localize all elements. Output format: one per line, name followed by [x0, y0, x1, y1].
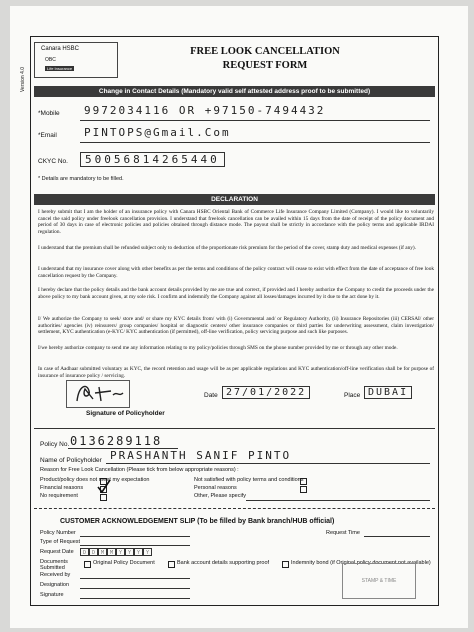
email-value[interactable]: PINTOPS@Gmail.Com — [84, 126, 231, 139]
slip-policy-number-field[interactable] — [80, 536, 190, 537]
doc-label-policy: Original Policy Document — [93, 560, 155, 566]
form-title-line2: REQUEST FORM — [222, 60, 308, 71]
reason-heading: Reason for Free Look Cancellation (Please tick from below appropriate reasons) : — [40, 467, 239, 473]
form-title-line1: FREE LOOK CANCELLATION — [190, 46, 340, 57]
logo-tag: Life Insurance — [47, 66, 73, 71]
other-reason-field[interactable] — [246, 500, 430, 501]
date-box-y1[interactable]: Y — [116, 548, 125, 556]
declaration-para-7: In case of Aadhaar submitted voluntary as KYC, the record retention and usage will be as per applicable regulations and KYC authentication/off-line verification shall be for purpose of insurance of insurance policy / servicing. — [38, 366, 434, 379]
mobile-value[interactable]: 9972034116 OR +97150-7494432 — [84, 104, 326, 117]
checkmark-icon — [96, 478, 112, 494]
slip-type-field[interactable] — [80, 545, 190, 546]
place-value[interactable]: DUBAI — [364, 386, 412, 399]
mobile-label: *Mobile — [38, 110, 60, 117]
company-logo — [34, 42, 118, 78]
declaration-para-5: I/ We authorize the Company to seek/ store and/ or share my KYC details from/ with (i) Governmental and/ or Regulatory Authority, (ii) Insurance Repositories (iii) CERSAI/ other authorities/ agencies (iv) reinsurers/ group companies/ hospital or diagnostic centers/ other insurance companies or third parties for underwriting assessment, claim investigation/ settlement, KYC authentication (e-KYC/ KYC authentication (if permitted), off-line verification, policy servicing purpose and such like purposes. — [38, 316, 434, 336]
signature-label: Signature of Policyholder — [86, 410, 165, 417]
reason-checkbox-terms[interactable] — [300, 478, 307, 485]
place-label: Place — [344, 392, 361, 399]
slip-policy-number-label: Policy Number — [40, 530, 76, 536]
declaration-para-6: I/we hereby authorize company to send me any information relating to my policy/policies through SMS on the phone number provided by me or through any other mode. — [38, 345, 398, 351]
doc-checkbox-indemnity[interactable] — [282, 561, 289, 568]
section-divider — [34, 428, 435, 429]
declaration-para-1: I hereby submit that I am the holder of an insurance policy with Canara HSBC Oriental Bank of Commerce Life Insurance Company Limited (Company). I would like to voluntarily cancel the said policy under freelook cancellation provision. I understand that freelook cancellation can be availed within 15 days from the date of receipt of the policy document and period of 30 days in case of electronic policies and policies obtained through distance mode. The payout shall be strictly in accordance with the policy terms and applicable IRDAI regulation. — [38, 209, 434, 236]
declaration-para-2: I understand that the premium shall be refunded subject only to deduction of the proportionate risk premium for the period of the cover, stamp duty and medical expenses (if any). — [38, 245, 416, 251]
slip-designation-label: Designation — [40, 582, 70, 588]
slip-type-label: Type of Request — [40, 539, 81, 545]
slip-header: CUSTOMER ACKNOWLEDGEMENT SLIP (To be filled by Bank branch/HUB official) — [60, 518, 335, 525]
logo-brand: Canara HSBC — [41, 46, 80, 52]
reason-label-no-requirement: No requirement — [40, 493, 78, 499]
reason-checkbox-personal[interactable] — [300, 486, 307, 493]
slip-request-date-label: Request Date — [40, 549, 74, 555]
slip-signature-field[interactable] — [80, 598, 190, 599]
slip-date-boxes[interactable] — [80, 548, 152, 556]
slip-request-time-label: Request Time — [326, 530, 360, 536]
doc-label-bank: Bank account details supporting proof — [177, 560, 270, 566]
reason-label-personal: Personal reasons — [194, 485, 237, 491]
reason-label-terms: Not satisfied with policy terms and conditions — [194, 477, 304, 483]
email-label: *Email — [38, 132, 57, 139]
declaration-header: DECLARATION — [34, 194, 435, 205]
declaration-para-4: I hereby declare that the policy details and the bank account details provided by me are true and correct, if provided and I hereby authorize the Company to credit the proceeds under the above policy to my bank account given, at my sole risk. I confirm and indemnify the Company against all losses/damages incurred by it due to the act done by it. — [38, 287, 434, 300]
date-box-y2[interactable]: Y — [125, 548, 134, 556]
signature-box[interactable] — [66, 380, 130, 408]
slip-signature-label: Signature — [40, 592, 64, 598]
date-box-d2[interactable]: D — [89, 548, 98, 556]
slip-received-field[interactable] — [80, 578, 190, 579]
date-box-m1[interactable]: M — [98, 548, 107, 556]
name-value[interactable]: PRASHANTH SANIF PINTO — [110, 449, 292, 462]
mobile-underline — [80, 120, 430, 121]
date-value[interactable]: 27/01/2022 — [222, 386, 310, 399]
reason-checkbox-no-requirement[interactable] — [100, 494, 107, 501]
doc-checkbox-bank[interactable] — [168, 561, 175, 568]
name-underline — [106, 463, 430, 464]
date-label: Date — [204, 392, 218, 399]
slip-designation-field[interactable] — [80, 588, 190, 589]
declaration-para-3: I understand that my insurance cover along with other benefits as per the terms and conditions of the policy contract will cease to exist with effect from the date of acceptance of free look cancellation request by the Company. — [38, 266, 434, 279]
version-label: Version 4.0 — [20, 66, 26, 92]
logo-sub: OBC — [45, 57, 56, 63]
reason-label-expectation: Product/policy does not meet my expectation — [40, 477, 150, 483]
email-underline — [80, 142, 430, 143]
date-box-m2[interactable]: M — [107, 548, 116, 556]
date-box-d1[interactable]: D — [80, 548, 89, 556]
cut-line — [34, 508, 435, 509]
name-label: Name of Policyholder — [40, 457, 102, 464]
contact-section-header: Change in Contact Details (Mandatory valid self attested address proof to be submitted) — [34, 86, 435, 97]
date-box-y4[interactable]: Y — [143, 548, 152, 556]
slip-request-time-field[interactable] — [364, 536, 430, 537]
doc-checkbox-policy[interactable] — [84, 561, 91, 568]
mandatory-note: * Details are mandatory to be filled. — [38, 176, 124, 182]
stamp-box: STAMP & TIME — [342, 563, 416, 599]
signature-scribble — [67, 381, 129, 407]
reason-label-other: Other, Please specify — [194, 493, 246, 499]
ckyc-label: CKYC No. — [38, 158, 68, 165]
policy-no-value[interactable]: 0136289118 — [70, 434, 163, 448]
doc-label-indemnity: Indemnity bond (if Original policy document not available) — [291, 560, 431, 566]
reason-label-financial: Financial reasons — [40, 485, 84, 491]
slip-documents-label: Documents Submitted — [40, 559, 68, 571]
policy-no-label: Policy No. — [40, 441, 70, 448]
slip-received-label: Received by — [40, 572, 71, 578]
date-box-y3[interactable]: Y — [134, 548, 143, 556]
ckyc-value[interactable]: 50056814265440 — [80, 152, 225, 167]
